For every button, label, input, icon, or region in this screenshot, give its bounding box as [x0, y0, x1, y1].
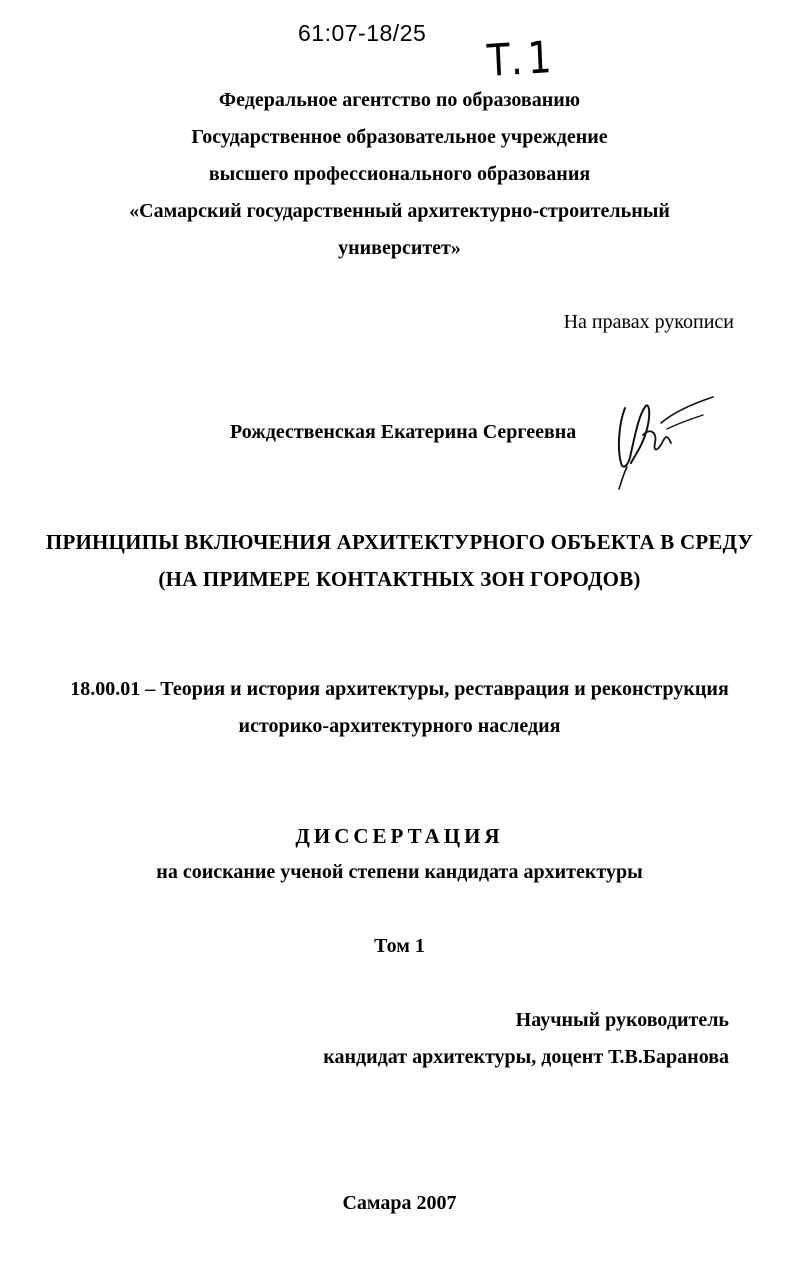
specialty-line-1: 18.00.01 – Теория и история архитектуры, реставрация и реконструкция: [70, 678, 729, 700]
dissertation-title-line-1: ПРИНЦИПЫ ВКЛЮЧЕНИЯ АРХИТЕКТУРНОГО ОБЪЕКТА В СРЕДУ: [45, 530, 754, 554]
dissertation-title-line-2: (НА ПРИМЕРЕ КОНТАКТНЫХ ЗОН ГОРОДОВ): [158, 567, 641, 591]
library-code: 61:07-18/25: [298, 20, 427, 46]
institution-line-level: высшего профессионального образования: [208, 163, 591, 185]
supervisor-title: Научный руководитель: [515, 1009, 729, 1031]
handwritten-volume-mark: T.1: [486, 31, 558, 87]
degree-description: на соискание ученой степени кандидата архитектуры: [156, 861, 643, 883]
author-name: Рождественская Екатерина Сергеевна: [230, 421, 577, 443]
institution-line-agency: Федеральное агентство по образованию: [218, 89, 581, 111]
specialty-line-2: историко-архитектурного наследия: [238, 715, 561, 737]
institution-line-name-end: университет»: [338, 237, 461, 259]
document-type-heading: ДИССЕРТАЦИЯ: [295, 824, 504, 848]
institution-line-name: «Самарский государственный архитектурно-строительный: [129, 200, 670, 222]
supervisor-name: кандидат архитектуры, доцент Т.В.Баранова: [323, 1046, 729, 1068]
place-and-year: Самара 2007: [342, 1192, 457, 1214]
institution-line-type: Государственное образовательное учреждение: [191, 126, 608, 148]
signature-icon: [605, 393, 720, 493]
volume-label: Том 1: [374, 935, 425, 957]
manuscript-rights-note: На правах рукописи: [563, 311, 734, 333]
